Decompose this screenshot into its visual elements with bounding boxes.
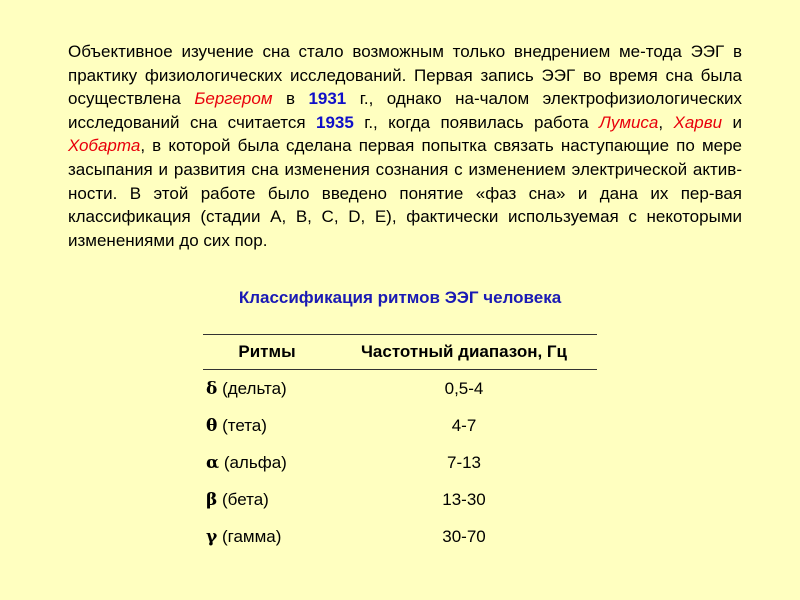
rhythm-cell (203, 407, 331, 444)
year-1935: 1935 (315, 112, 354, 132)
table-header-row (203, 335, 597, 370)
body-paragraph (68, 40, 742, 252)
frequency-cell: 7-13 (446, 452, 482, 472)
delta-symbol: δ (206, 378, 218, 399)
author-harvey: Харви (673, 112, 723, 132)
frequency-cell: 0,5-4 (444, 378, 484, 398)
paragraph-text: г., однако на-чалом электрофизиологических исследований сна считается (68, 89, 742, 132)
author-berger: Бергером (194, 89, 273, 109)
paragraph-text: в (272, 89, 309, 109)
rhythm-name: (бета) (217, 489, 269, 509)
rhythm-name: (альфа) (219, 452, 287, 472)
rhythm-cell (203, 481, 331, 518)
table-row (203, 481, 597, 518)
rhythm-name: (тета) (217, 415, 267, 435)
author-loomis: Лумиса (599, 112, 659, 132)
table-row (203, 407, 597, 444)
eeg-rhythms-table (203, 334, 597, 555)
rhythm-cell (203, 518, 331, 555)
table-row (203, 444, 597, 481)
year-1931: 1931 (308, 89, 347, 109)
gamma-symbol: γ (206, 526, 218, 547)
beta-symbol: β (206, 489, 218, 510)
rhythm-cell (203, 444, 331, 481)
frequency-cell: 13-30 (442, 489, 486, 509)
paragraph-text: , в которой была сделана первая попытка связать наступающие по мере засыпания и развития сна изменения сознания с изменением электрической актив-ности. В этой работе было введено понятие «фаз сна» и дана их пер-вая классификация (стадии A, B, C, D, E), фактически используемая с некоторыми изменениями до сих пор. (68, 136, 742, 250)
header-frequency-range: Частотный диапазон, Гц (331, 335, 597, 370)
alpha-symbol: α (206, 452, 220, 473)
rhythm-name: (гамма) (217, 526, 282, 546)
table-title: Классификация ритмов ЭЭГ человека (238, 288, 562, 307)
table-row (203, 370, 597, 408)
author-hobart: Хобарта (68, 136, 141, 156)
frequency-cell: 4-7 (451, 415, 477, 435)
paragraph-text: и (722, 112, 742, 132)
header-rhythms: Ритмы (203, 335, 331, 370)
frequency-cell: 30-70 (442, 526, 486, 546)
rhythm-cell (203, 370, 331, 408)
rhythm-name: (дельта) (217, 378, 287, 398)
paragraph-text: г., когда появилась работа (353, 112, 600, 132)
theta-symbol: θ (206, 415, 218, 436)
paragraph-text: , (658, 112, 674, 132)
paragraph-text: Объективное изучение сна стало возможным только внедрением ме-тода ЭЭГ в практику физиологических исследований. Первая запись ЭЭГ во время сна была осуществлена (68, 42, 742, 109)
table-row (203, 518, 597, 555)
